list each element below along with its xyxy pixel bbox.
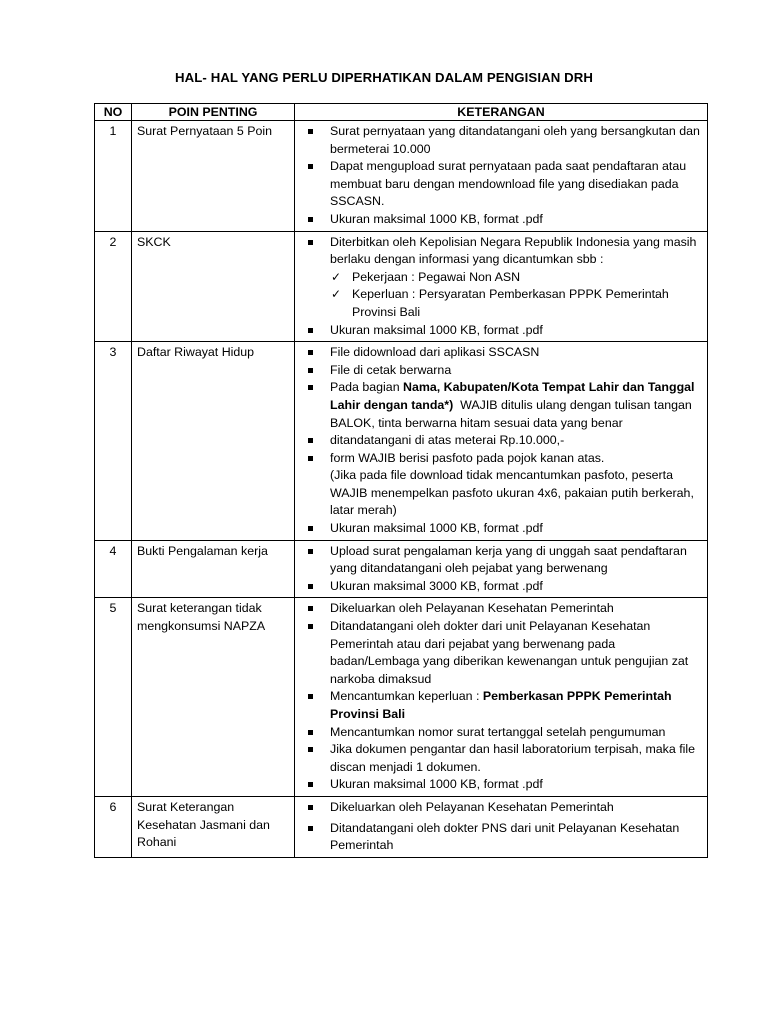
- item-text: Ukuran maksimal 1000 KB, format .pdf: [330, 322, 543, 337]
- list-item: [305, 618, 703, 688]
- row-number: 3: [95, 342, 132, 541]
- checkmark-icon: ✓: [331, 269, 342, 284]
- list-item: [305, 432, 703, 450]
- row-poin: Surat Pernyataan 5 Poin: [132, 121, 295, 232]
- table-row: [95, 796, 708, 857]
- bullet-icon: [308, 368, 313, 373]
- list-item: [305, 123, 703, 158]
- check-item: [305, 286, 703, 321]
- table-header-row: [95, 104, 708, 121]
- item-text: ditandatangani di atas meterai Rp.10.000,-: [330, 433, 565, 448]
- row-keterangan: [295, 540, 708, 598]
- bullet-icon: [308, 456, 313, 461]
- list-item: [305, 578, 703, 596]
- bullet-icon: [308, 328, 313, 333]
- item-text: Diterbitkan oleh Kepolisian Negara Republik Indonesia yang masih berlaku dengan informasi yang dicantumkan sbb :: [330, 234, 697, 267]
- bullet-icon: [308, 805, 313, 810]
- check-item: [305, 269, 703, 287]
- list-item: [305, 724, 703, 742]
- item-note: (Jika pada file download tidak mencantumkan pasfoto, peserta WAJIB menempelkan pasfoto ukuran 4x6, pakaian putih berkerah, latar merah): [330, 468, 694, 518]
- item-text: Dikeluarkan oleh Pelayanan Kesehatan Pemerintah: [330, 601, 614, 616]
- bullet-icon: [308, 549, 313, 554]
- item-text: Ukuran maksimal 3000 KB, format .pdf: [330, 578, 543, 593]
- item-text: Dikeluarkan oleh Pelayanan Kesehatan Pemerintah: [330, 799, 614, 814]
- row-poin: Surat keterangan tidak mengkonsumsi NAPZA: [132, 598, 295, 797]
- bullet-icon: [308, 694, 313, 699]
- bullet-icon: [308, 164, 313, 169]
- list-item: [305, 688, 703, 723]
- item-text: Surat pernyataan yang ditandatangani oleh yang bersangkutan dan bermeterai 10.000: [330, 124, 700, 156]
- requirements-table: [94, 103, 708, 858]
- table-row: [95, 231, 708, 342]
- list-item: [305, 741, 703, 776]
- bullet-icon: [308, 438, 313, 443]
- item-text: Jika dokumen pengantar dan hasil laboratorium terpisah, maka file discan menjadi 1 dokumen.: [330, 742, 696, 774]
- list-item: [305, 344, 703, 362]
- table-row: [95, 121, 708, 232]
- row-keterangan: [295, 231, 708, 342]
- table-row: [95, 598, 708, 797]
- item-text: Mencantumkan nomor surat tertanggal setelah pengumuman: [330, 724, 666, 739]
- bullet-icon: [308, 747, 313, 752]
- list-item: [305, 234, 703, 269]
- document-title: HAL- HAL YANG PERLU DIPERHATIKAN DALAM PENGISIAN DRH: [175, 70, 593, 85]
- bullet-icon: [308, 526, 313, 531]
- header-keterangan: KETERANGAN: [295, 104, 708, 121]
- check-text: Pekerjaan : Pegawai Non ASN: [352, 269, 521, 284]
- item-text: Upload surat pengalaman kerja yang di unggah saat pendaftaran yang ditandatangani oleh pejabat yang berwenang: [330, 543, 687, 576]
- list-item: [305, 799, 703, 817]
- bullet-icon: [308, 782, 313, 787]
- item-text-bold: Pemberkasan PPPK Pemerintah Provinsi Bali: [330, 689, 672, 721]
- header-no: NO: [95, 104, 132, 121]
- list-item: [305, 379, 703, 432]
- table-row: [95, 342, 708, 541]
- bullet-icon: [308, 730, 313, 735]
- item-text-pre: Pada bagian: [330, 380, 404, 395]
- list-item: [305, 776, 703, 794]
- item-text: Ukuran maksimal 1000 KB, format .pdf: [330, 777, 543, 792]
- item-text: Ditandatangani oleh dokter PNS dari unit Pelayanan Kesehatan Pemerintah: [330, 820, 680, 853]
- list-item: [305, 322, 703, 340]
- bullet-icon: [308, 385, 313, 390]
- list-item: [305, 211, 703, 229]
- bullet-icon: [308, 350, 313, 355]
- item-text: Ukuran maksimal 1000 KB, format .pdf: [330, 211, 543, 226]
- list-item: [305, 450, 703, 520]
- list-item: [305, 362, 703, 380]
- item-text: File di cetak berwarna: [330, 362, 452, 377]
- item-text: Ditandatangani oleh dokter dari unit Pelayanan Kesehatan Pemerintah atau dari pejabat yang berwenang pada badan/Lembaga yang diberikan kewenangan untuk pengujian zat narkoba dimaksud: [330, 619, 689, 686]
- list-item: [305, 600, 703, 618]
- row-keterangan: [295, 598, 708, 797]
- row-poin: Daftar Riwayat Hidup: [132, 342, 295, 541]
- bullet-icon: [308, 584, 313, 589]
- bullet-icon: [308, 240, 313, 245]
- row-number: 5: [95, 598, 132, 797]
- list-item: [305, 543, 703, 578]
- bullet-icon: [308, 606, 313, 611]
- row-keterangan: [295, 796, 708, 857]
- checkmark-icon: ✓: [331, 287, 342, 302]
- list-item: [305, 520, 703, 538]
- item-text-post: WAJIB ditulis ulang dengan tulisan tangan BALOK, tinta berwarna hitam sesuai data yang benar: [330, 397, 696, 430]
- row-number: 2: [95, 231, 132, 342]
- row-number: 6: [95, 796, 132, 857]
- row-number: 1: [95, 121, 132, 232]
- bullet-icon: [308, 826, 313, 831]
- bullet-icon: [308, 217, 313, 222]
- row-poin: Bukti Pengalaman kerja: [132, 540, 295, 598]
- row-poin: Surat Keterangan Kesehatan Jasmani dan Rohani: [132, 796, 295, 857]
- row-number: 4: [95, 540, 132, 598]
- list-item: [305, 158, 703, 211]
- header-poin-penting: POIN PENTING: [132, 104, 295, 121]
- table-row: [95, 540, 708, 598]
- bullet-icon: [308, 624, 313, 629]
- row-poin: SKCK: [132, 231, 295, 342]
- check-text: Keperluan : Persyaratan Pemberkasan PPPK Pemerintah Provinsi Bali: [352, 287, 669, 319]
- bullet-icon: [308, 129, 313, 134]
- item-text: Ukuran maksimal 1000 KB, format .pdf: [330, 521, 543, 536]
- item-text-bold: Nama, Kabupaten/Kota Tempat Lahir dan Tanggal Lahir dengan tanda*): [330, 380, 695, 412]
- list-item: [305, 820, 703, 855]
- item-text: Dapat mengupload surat pernyataan pada saat pendaftaran atau membuat baru dengan mendownload file yang disediakan pada SSCASN.: [330, 159, 687, 209]
- row-keterangan: [295, 342, 708, 541]
- item-text: File didownload dari aplikasi SSCASN: [330, 345, 540, 360]
- row-keterangan: [295, 121, 708, 232]
- item-text-pre: Mencantumkan keperluan :: [330, 689, 483, 704]
- item-text: form WAJIB berisi pasfoto pada pojok kanan atas.: [330, 450, 605, 465]
